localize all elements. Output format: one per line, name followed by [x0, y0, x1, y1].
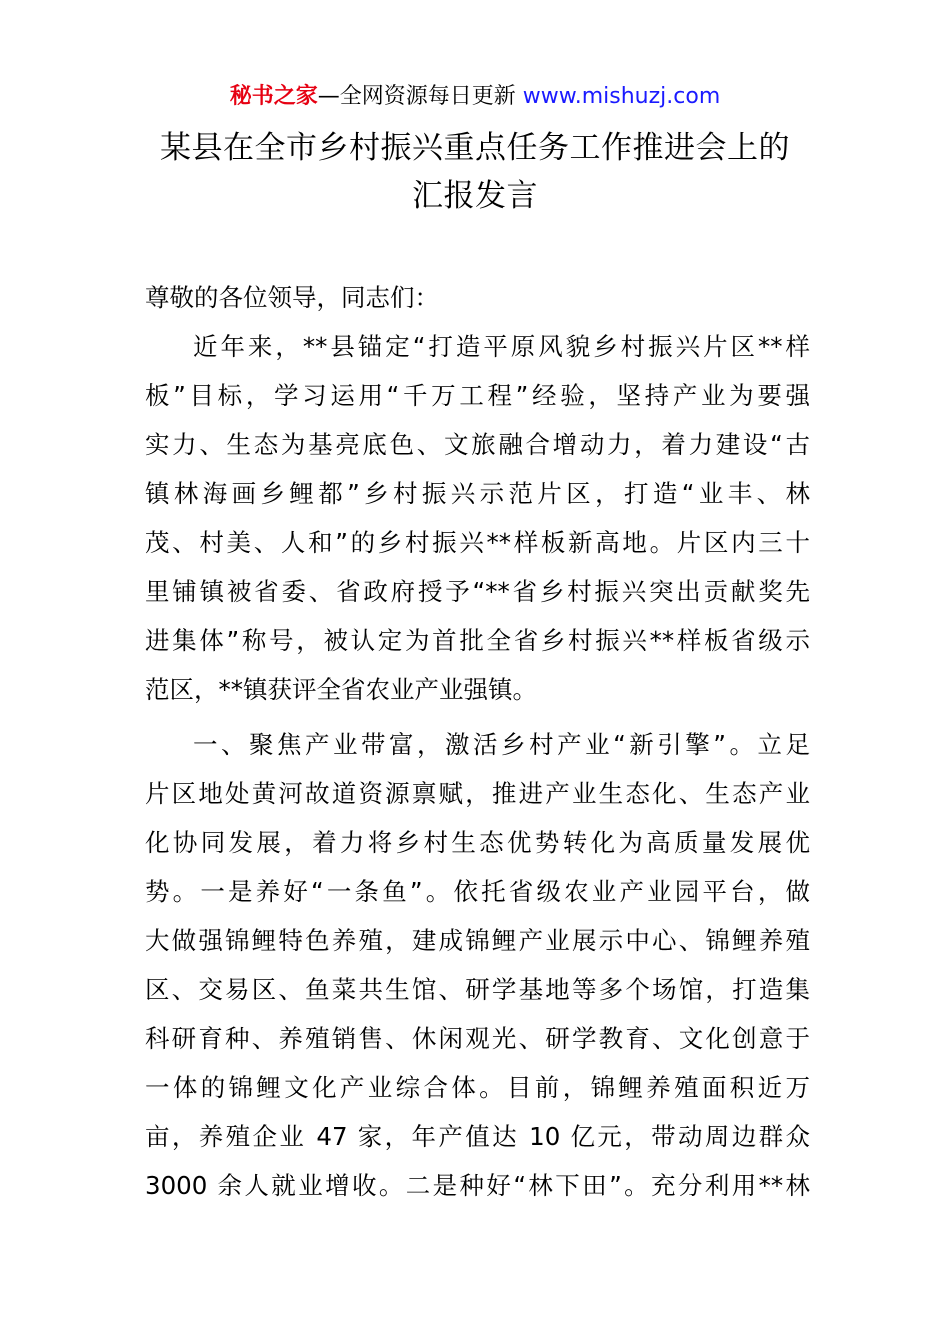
body-line: 3000 余人就业增收。二是种好“林下田”。充分利用**林: [145, 1171, 810, 1200]
body-line: 近年来，**县锚定“打造平原风貌乡村振兴片区**样: [193, 332, 810, 361]
site-brand: 秘书之家: [229, 84, 318, 109]
document-title-line-2: 汇报发言: [412, 178, 538, 214]
body-line: 化协同发展，着力将乡村生态优势转化为高质量发展优: [145, 828, 810, 857]
body-line: 势。一是养好“一条鱼”。依托省级农业产业园平台，做: [145, 877, 810, 906]
body-line: 科研育种、养殖销售、休闲观光、研学教育、文化创意于: [145, 1024, 810, 1053]
body-line: 一体的锦鲤文化产业综合体。目前，锦鲤养殖面积近万: [145, 1073, 810, 1102]
document-title-line-1: 某县在全市乡村振兴重点任务工作推进会上的: [160, 130, 790, 166]
body-line: 大做强锦鲤特色养殖，建成锦鲤产业展示中心、锦鲤养殖: [145, 926, 810, 955]
body-line: 茂、村美、人和”的乡村振兴**样板新高地。片区内三十: [145, 528, 810, 557]
site-slogan: —全网资源每日更新: [317, 84, 516, 109]
site-header: [0, 82, 950, 112]
body-line: 片区地处黄河故道资源禀赋，推进产业生态化、生态产业: [145, 779, 810, 808]
salutation: 尊敬的各位领导，同志们：: [145, 283, 439, 312]
body-line: 区、交易区、鱼菜共生馆、研学基地等多个场馆，打造集: [145, 975, 810, 1004]
body-line: 镇林海画乡鲤都”乡村振兴示范片区，打造“业丰、林: [145, 479, 810, 508]
body-line: 板”目标，学习运用“千万工程”经验，坚持产业为要强: [145, 381, 810, 410]
body-line: 实力、生态为基亮底色、文旅融合增动力，着力建设“古: [145, 430, 810, 459]
body-line: 进集体”称号，被认定为首批全省乡村振兴**样板省级示: [145, 626, 810, 655]
body-line: 里铺镇被省委、省政府授予“**省乡村振兴突出贡献奖先: [145, 577, 810, 606]
section-heading-line: 一、聚焦产业带富，激活乡村产业“新引擎”。立足: [193, 730, 810, 759]
body-line: 亩，养殖企业 47 家，年产值达 10 亿元，带动周边群众: [145, 1122, 810, 1151]
body-line: 范区，**镇获评全省农业产业强镇。: [145, 675, 537, 704]
site-url[interactable]: www.mishuzj.com: [522, 84, 721, 109]
